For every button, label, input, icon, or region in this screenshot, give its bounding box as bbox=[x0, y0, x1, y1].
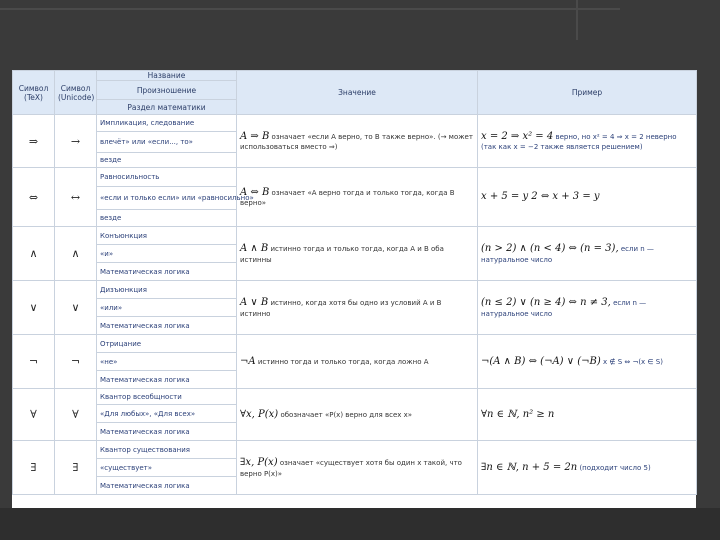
symbol-section: Математическая логика bbox=[97, 371, 237, 389]
symbol-section: Математическая логика bbox=[97, 477, 237, 495]
example-formula: x = 2 ⇒ x² = 4 bbox=[481, 130, 554, 142]
example-cell bbox=[478, 115, 697, 168]
symbol-pronunciation: «не» bbox=[97, 353, 237, 371]
symbol-section: везде bbox=[97, 153, 237, 168]
example-formula: ∃n ∈ ℕ, n + 5 = 2n bbox=[481, 461, 578, 473]
symbol-name: Отрицание bbox=[97, 335, 237, 353]
symbol-tex: ¬ bbox=[13, 335, 55, 389]
symbol-unicode: → bbox=[55, 115, 97, 168]
symbol-row bbox=[13, 441, 697, 459]
symbol-row bbox=[13, 281, 697, 299]
symbol-row bbox=[13, 115, 697, 132]
example-cell bbox=[478, 168, 697, 227]
example-text: верно, но x² = 4 ⇒ x = 2 неверно (так как x = −2 также является решением) bbox=[481, 132, 677, 152]
meaning-text: истинно тогда и только тогда, когда ложно A bbox=[257, 357, 429, 366]
header-symbol-unicode: Символ (Unicode) bbox=[55, 71, 97, 115]
symbol-unicode: ∃ bbox=[55, 441, 97, 495]
frame-line-right bbox=[576, 0, 578, 40]
meaning-text: истинно, когда хотя бы одно из условий A и B истинно bbox=[240, 299, 442, 318]
example-formula: x + 5 = y 2 ⇔ x + 3 = y bbox=[481, 191, 600, 203]
example-cell bbox=[478, 389, 697, 441]
symbol-row bbox=[13, 168, 697, 187]
meaning-text: обозначает «P(x) верно для всех x» bbox=[280, 410, 413, 419]
symbol-pronunciation: «Для любых», «Для всех» bbox=[97, 405, 237, 423]
meaning-cell bbox=[237, 168, 478, 227]
meaning-cell bbox=[237, 115, 478, 168]
meaning-formula: A ⇒ B bbox=[240, 130, 270, 142]
symbol-row bbox=[13, 389, 697, 405]
symbol-name: Конъюнкция bbox=[97, 227, 237, 245]
meaning-text: означает «A верно тогда и только тогда, когда B верно» bbox=[240, 188, 455, 208]
meaning-text: истинно тогда и только тогда, когда A и B оба истинны bbox=[240, 245, 444, 264]
example-cell bbox=[478, 227, 697, 281]
meaning-cell bbox=[237, 389, 478, 441]
header-example: Пример bbox=[478, 71, 697, 115]
header-name: Название bbox=[97, 71, 237, 81]
header-row bbox=[13, 71, 697, 81]
bottom-band bbox=[0, 508, 720, 540]
symbol-unicode: ¬ bbox=[55, 335, 97, 389]
meaning-cell bbox=[237, 281, 478, 335]
example-cell bbox=[478, 281, 697, 335]
symbol-pronunciation: «или» bbox=[97, 299, 237, 317]
symbol-section: Математическая логика bbox=[97, 263, 237, 281]
example-text: (подходит число 5) bbox=[579, 463, 651, 472]
symbol-pronunciation: «и» bbox=[97, 245, 237, 263]
symbol-unicode: ∧ bbox=[55, 227, 97, 281]
example-text: если n — натуральное число bbox=[481, 245, 654, 264]
symbol-row bbox=[13, 335, 697, 353]
symbol-section: Математическая логика bbox=[97, 317, 237, 335]
example-text: x ∉ S ⇔ ¬(x ∈ S) bbox=[603, 357, 663, 366]
symbol-section: везде bbox=[97, 210, 237, 227]
math-symbols-table bbox=[12, 70, 697, 495]
meaning-formula: ¬A bbox=[240, 355, 256, 367]
meaning-cell bbox=[237, 227, 478, 281]
header-meaning: Значение bbox=[237, 71, 478, 115]
symbol-tex: ∧ bbox=[13, 227, 55, 281]
symbol-pronunciation: «если и только если» или «равносильно» bbox=[97, 187, 237, 210]
symbol-pronunciation: влечёт» или «если..., то» bbox=[97, 132, 237, 153]
meaning-text: означает «существует хотя бы один x такой, что верно P(x)» bbox=[240, 459, 462, 478]
example-formula: (n ≤ 2) ∨ (n ≥ 4) ⇔ n ≠ 3, bbox=[481, 297, 611, 309]
meaning-cell bbox=[237, 335, 478, 389]
meaning-formula: A ∨ B bbox=[240, 297, 269, 309]
symbol-name: Квантор всеобщности bbox=[97, 389, 237, 405]
symbol-unicode: ∨ bbox=[55, 281, 97, 335]
frame-line-top bbox=[0, 8, 620, 10]
symbol-pronunciation: «существует» bbox=[97, 459, 237, 477]
symbol-row bbox=[13, 227, 697, 245]
symbol-tex: ∨ bbox=[13, 281, 55, 335]
symbol-unicode: ∀ bbox=[55, 389, 97, 441]
example-cell bbox=[478, 335, 697, 389]
meaning-cell bbox=[237, 441, 478, 495]
meaning-formula: ∃x, P(x) bbox=[240, 457, 278, 469]
header-symbol-tex: Символ (TeX) bbox=[13, 71, 55, 115]
symbol-name: Равносильность bbox=[97, 168, 237, 187]
symbol-name: Импликация, следование bbox=[97, 115, 237, 132]
header-section: Раздел математики bbox=[97, 100, 237, 115]
slide bbox=[12, 70, 696, 508]
meaning-formula: ∀x, P(x) bbox=[240, 408, 279, 420]
example-text: если n — натуральное число bbox=[481, 299, 647, 318]
symbol-tex: ∀ bbox=[13, 389, 55, 441]
example-formula: ∀n ∈ ℕ, n² ≥ n bbox=[481, 408, 555, 420]
symbol-name: Дизъюнкция bbox=[97, 281, 237, 299]
example-formula: ¬(A ∧ B) ⇔ (¬A) ∨ (¬B) bbox=[481, 355, 601, 367]
symbol-name: Квантор существования bbox=[97, 441, 237, 459]
meaning-formula: A ∧ B bbox=[240, 243, 269, 255]
header-pronunciation: Произношение bbox=[97, 81, 237, 100]
example-formula: (n > 2) ∧ (n < 4) ⇔ (n = 3), bbox=[481, 243, 619, 255]
symbol-tex: ⇒ bbox=[13, 115, 55, 168]
symbol-section: Математическая логика bbox=[97, 423, 237, 441]
symbol-tex: ⇔ bbox=[13, 168, 55, 227]
symbol-tex: ∃ bbox=[13, 441, 55, 495]
symbol-unicode: ↔ bbox=[55, 168, 97, 227]
meaning-formula: A ⇔ B bbox=[240, 186, 270, 198]
meaning-text: означает «если A верно, то B также верно». (→ может использоваться вместо ⇒) bbox=[240, 132, 473, 152]
example-cell bbox=[478, 441, 697, 495]
